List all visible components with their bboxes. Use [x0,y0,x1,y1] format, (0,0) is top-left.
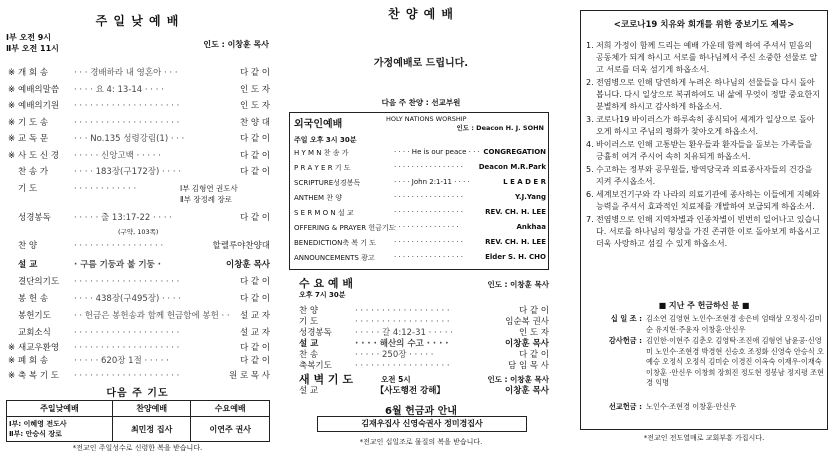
row-middle: · · · · · · · · · · · · · · · · · · [355,361,450,371]
row-mark: ※ [8,118,16,128]
item-text: 전염병으로 인해 지역차별과 인종차별이 빈번히 일어나고 있습니다. 서로를 하나님의 형상을 가진 존귀한 이로 돌아보게 하옵시고 더욱 사랑하고 섬길 수 있게 하옵소서. [596,215,820,248]
row-middle: · · · · · 620장 1절 · · · · · [74,356,169,366]
row-right: 담 임 목 사 [508,361,549,371]
row-middle: · · · · 438장(구495장) · · · · [74,294,181,304]
row-label: 축 복 기 도 [18,371,59,381]
order-row [8,327,270,340]
order-row [8,166,270,179]
row-right: 이창훈 목사 [504,339,549,349]
row-right: REV. CH. H. LEE [485,208,546,216]
row-mark: ※ [8,356,16,366]
scripture-sub: (구약, 103쪽) [118,228,159,236]
row-right: 다 같 이 [239,356,270,366]
service-times [6,32,59,54]
item-text: 수고하는 정부와 공무원들, 방역당국과 의료종사자들의 건강을 지켜 주시옵소서. [596,165,813,186]
row-middle: · · · · · 갈 4:12-31 · · · · · [355,328,453,338]
gift-title: ■ 지난 주 헌금하신 분 ■ [658,301,750,310]
prayer-column [570,0,835,456]
next-header: 주일낮예배 [7,401,113,417]
next-header: 수요예배 [191,401,270,417]
row-middle: · · · · · · · · · · · · [74,184,137,194]
prayer-item [586,164,820,188]
time-first: Ⅰ부 오전 9시 [6,33,52,42]
item-number: 2. [586,78,594,87]
row-label: 성경봉독 [299,328,332,338]
order-row [8,276,270,289]
row-label: 기 도 송 [18,118,49,128]
prayer-leaders [180,183,238,205]
order-row [8,212,270,225]
row-label: 개 회 송 [18,68,49,78]
prayer-list [586,40,820,251]
item-text: 세계보건기구와 각 나라의 의료기관에 종사하는 이들에게 지혜와 능력을 주셔서 효과적인 치료제를 개발하여 보급되게 하옵소서. [596,190,820,211]
item-text: 코로나19 바이러스가 하루속히 종식되어 세계가 일상으로 돌아오게 하시고 주님의 평화가 찾아오게 하옵소서. [596,115,815,136]
praise-subtitle: 가정예배로 드립니다. [373,58,469,69]
row-right: Y.J.Yang [515,193,546,201]
offering-names-box [317,416,527,432]
row-middle: · · · · · · · · · · · · · · · · · · · · [74,343,180,353]
row-label: 사 도 신 경 [18,151,59,161]
row-label: P R A Y E R 기 도 [294,164,351,172]
item-text: 저희 가정이 함께 드리는 예배 가운데 함께 하여 주셔서 믿음의 공동체가 되게 하시고 서로를 하나님께서 주신 소중한 선물로 알고 서로를 더욱 섬기게 하옵소서. [596,41,818,74]
row-right: 다 같 이 [239,134,270,144]
row-right: Ankhaa [516,223,546,231]
row-middle: · · · · 183장(구172장) · · · · [74,167,181,177]
row-middle: · · · · · · · · · · · · · · · · [394,163,463,171]
prayer-item [586,114,820,138]
row-mark: ※ [8,151,16,161]
row-middle: · · · · · 신앙고백 · · · · · [74,151,161,161]
row-middle: · · · · · · · · · · · · · · · · [394,208,463,216]
order-row [8,67,270,80]
row-middle: · · · · · · · · · · · · · · · · [394,193,463,201]
row-right: L E A D E R [503,178,546,186]
prayer-note: *전교인 전도열매로 교회부흥 가집시다. [643,434,765,442]
row-label: 예배의말씀 [18,85,60,95]
row-right: 다 같 이 [239,151,270,161]
item-number: 5. [586,165,594,174]
order-row [8,240,270,253]
gift-list [580,314,828,424]
row-label: 결단의기도 [18,277,60,287]
foreign-time: 주일 오후 3시 30분 [294,136,357,144]
row-middle: · · · · He is our peace · · · [394,148,480,156]
order-row [8,100,270,113]
offering-names: 김재우집사 신영숙권사 정미경집사 [361,419,483,428]
row-label: 설 교 [18,260,38,270]
row-label: 설 교 [299,339,319,349]
praise-note: *전교인 십일조로 물질의 복을 받습니다. [359,438,483,446]
row-label: BENEDICTION축 복 기 도 [294,239,377,247]
row-mark: ※ [8,134,16,144]
row-label: 찬 송 [299,350,319,360]
row-right: 다 같 이 [239,167,270,177]
prayer-item [586,40,820,76]
row-middle: · · · · · · · · · · · · · · · · · · · · [74,277,180,287]
prayer-item [586,77,820,113]
foreign-row [294,223,546,233]
foreign-row [294,178,546,188]
next-praise: 다음 주 찬양 : 선교부원 [381,98,461,107]
row-right: 다 같 이 [518,306,549,316]
next-cell: 이연주 권사 [191,417,270,442]
row-middle: · · · · · 250장 · · · · · [355,350,434,360]
row-right: 다 같 이 [518,350,549,360]
row-right: 설 교 자 [239,311,270,321]
row-label: 기 도 [299,317,319,327]
row-middle: · · · · · · · · · · · · · · · · · · · · [74,118,180,128]
row-middle: · · · No.135 성령강림(1) · · · [74,134,185,144]
time-second: Ⅱ부 오전 11시 [6,44,59,53]
row-label: ANNOUNCEMENTS 광고 [294,254,375,262]
row-right: 다 같 이 [239,294,270,304]
next-header: 찬양예배 [112,401,191,417]
order-row [8,84,270,97]
row-middle: · · · · John 2:1-11 · · · · [394,178,470,186]
gift-label: 십 일 조 : [610,314,642,323]
row-label: H Y M N 찬 송 가 [294,149,349,157]
dawn-row [299,385,549,398]
item-number: 3. [586,115,594,124]
row-right: CONGREGATION [483,148,546,156]
prayer-leader-2: Ⅱ부 장정례 장로 [180,195,232,204]
row-label: 교 독 문 [18,134,49,144]
foreign-sub: HOLY NATIONS WORSHIP [386,115,467,123]
row-middle: · · 헌금은 봉헌송과 함께 헌금함에 봉헌 · · [74,311,230,321]
row-label: SCRIPTURE성경봉독 [294,179,361,187]
row-middle: · · · · · · · · · · · · · · · · [394,238,463,246]
row-label: 성경봉독 [18,213,51,223]
row-right: 다 같 이 [239,277,270,287]
order-row [8,355,270,368]
row-label: ANTHEM 찬 양 [294,194,343,202]
row-right: 다 같 이 [239,343,270,353]
row-right: 설 교 자 [239,328,270,338]
row-middle: 【사도행전 강해】 [375,386,445,396]
prayer-title: <코로나19 치유와 회개를 위한 중보기도 제목> [613,20,795,30]
row-label: 폐 회 송 [18,356,49,366]
row-label: 찬 송 가 [18,167,49,177]
sunday-note: *전교인 주일성수로 신령한 복을 받습니다. [72,444,203,452]
row-label: S E R M O N 설 교 [294,209,354,217]
gift-names: 김인한·이현주 김춘오 김영탁·조진애 김형연 남윤공·신영미 노인수·조현경 박경현 신승호 조정화 신영숙 안승식 오예승 오정식 오정식 김미순 이경진 이옥숙 이재우·이재숙 이창훈 ·안신우 이창희 장희진 정도현 정봉남 정지평 조현경 익명 [646,336,824,387]
row-right: 인 도 자 [239,101,270,111]
row-label: 교회소식 [18,328,51,338]
row-right: 찬 양 대 [239,118,270,128]
row-right: 이창훈 목사 [225,260,270,270]
row-mark: ※ [8,343,16,353]
prayer-item [586,189,820,213]
order-row [8,259,270,272]
row-mark: ※ [8,101,16,111]
row-label: 봉헌기도 [18,311,51,321]
row-right: 인 도 자 [239,85,270,95]
row-label: 예배의기원 [18,101,60,111]
row-right: 할렐루야찬양대 [212,241,270,251]
wed-title: 수 요 예 배 [299,277,353,290]
item-text: 바이러스로 인해 고통받는 환우들과 환자들을 돌보는 가족들을 긍휼히 여겨 주시어 속히 치유되게 하옵소서. [596,140,813,161]
row-right: 다 같 이 [239,213,270,223]
row-right: 임순복 권사 [505,317,549,327]
foreign-service-box [289,112,549,270]
sunday-service-column [0,0,275,456]
row-right: Deacon M.R.Park [478,163,546,171]
foreign-row [294,208,546,218]
next-week-prayer-title: 다음 주 기도 [106,388,169,399]
row-middle: · · · · · · · · · · · · · · · · [394,253,463,261]
item-number: 6. [586,190,594,199]
prayer-leader-1: Ⅰ부 김형연 권도사 [180,184,238,193]
gift-label: 선교헌금 : [608,402,642,411]
row-label: 축복기도 [299,361,332,371]
item-number: 1. [586,41,594,50]
offering-title: 6월 헌금과 안내 [385,406,457,417]
gift-label: 감사헌금 : [608,336,642,345]
row-label: OFFERING & PRAYER 헌금기도 [294,224,396,232]
order-row [8,293,270,306]
foreign-row [294,238,546,248]
row-middle: · · · · · 출 13:17-22 · · · · [74,213,172,223]
prayer-item [586,214,820,250]
row-middle: · · · · · · · · · · · · · · · · · [74,241,164,251]
row-label: 기 도 [18,184,38,194]
row-right: 다 같 이 [239,68,270,78]
order-row [8,310,270,323]
order-row [8,342,270,355]
foreign-row [294,148,546,158]
foreign-row [294,253,546,263]
row-middle: · · · · · · · · · · · · · · · [394,223,459,231]
praise-service-title: 찬 양 예 배 [388,7,454,21]
row-mark: ※ [8,68,16,78]
foreign-row [294,193,546,203]
row-label: 새교우환영 [18,343,60,353]
row-right: 이창훈 목사 [504,386,549,396]
row-mark: ※ [8,85,16,95]
row-right: REV. CH. H. LEE [485,238,546,246]
wed-time: 오후 7시 30분 [299,291,346,299]
row-middle: · · · · · · · · · · · · · · · · · · [355,306,450,316]
sunday-service-title: 주 일 낮 예 배 [95,14,180,28]
item-number: 7. [586,215,594,224]
praise-service-column [281,0,561,456]
next-week-prayer-table [6,400,270,442]
row-middle: · · · · · · · · · · · · · · · · · · · · [74,328,180,338]
row-middle: · · · · · · · · · · · · · · · · · · · · [74,101,180,111]
row-right: Elder S. H. CHO [485,253,546,261]
row-mark: ※ [8,371,16,381]
row-right: 인 도 자 [518,328,549,338]
row-label: 찬 양 [18,241,38,251]
foreign-title: 외국인예배 [294,119,343,130]
order-row [8,370,270,383]
foreign-row [294,163,546,173]
item-number: 4. [586,140,594,149]
row-label: 설 교 [299,386,319,396]
row-right: 원 로 목 사 [229,371,270,381]
row-middle: · · · · 해산의 수고 · · · · [355,339,449,349]
item-text: 전염병으로 인해 당연하게 누려온 하나님의 선물들을 다시 돌아봅니다. 다시 일상으로 복귀하여도 내 삶에 무엇이 정말 중요한지 분별하게 하시고 감사하게 하옵소서. [596,78,820,111]
prayer-item [586,139,820,163]
row-label: 찬 양 [299,306,319,316]
wed-leader: 인도 : 이창훈 목사 [487,280,549,289]
gift-names: 노인수·조현경 이창훈·안신우 [646,402,737,411]
dawn-time: 오전 5시 [381,375,411,384]
row-middle: · · · · · · · · · · · · · · · · · · [355,317,450,327]
row-middle: · · · · · · · · · · · · · · · · · · · · [74,371,180,381]
foreign-leader: 인도 : Deacon H. J. SOHN [456,124,544,132]
dawn-leader: 인도 : 이창훈 목사 [487,375,549,384]
order-row [8,117,270,130]
next-cell: 최민정 집사 [112,417,191,442]
row-middle: · · · 경배하라 내 영혼아 · · · [74,68,178,78]
leader: 인도 : 이창훈 목사 [203,40,269,49]
row-middle: · · · · 요 4: 13-14 · · · · [74,85,164,95]
gift-names: 김소연 김영현 노인수·조현경 송은비 엄태상 오정식·김미순 유지현·주윤자 이창훈·안신우 [646,314,822,334]
next-cell: Ⅰ부: 이혜영 전도사 Ⅱ부: 안승식 장로 [7,417,113,442]
row-label: 봉 헌 송 [18,294,49,304]
dawn-title: 새 벽 기 도 [299,373,353,386]
order-row [8,150,270,163]
order-row [8,133,270,146]
row-middle: · 구름 기둥과 불 기둥 · [74,260,161,270]
